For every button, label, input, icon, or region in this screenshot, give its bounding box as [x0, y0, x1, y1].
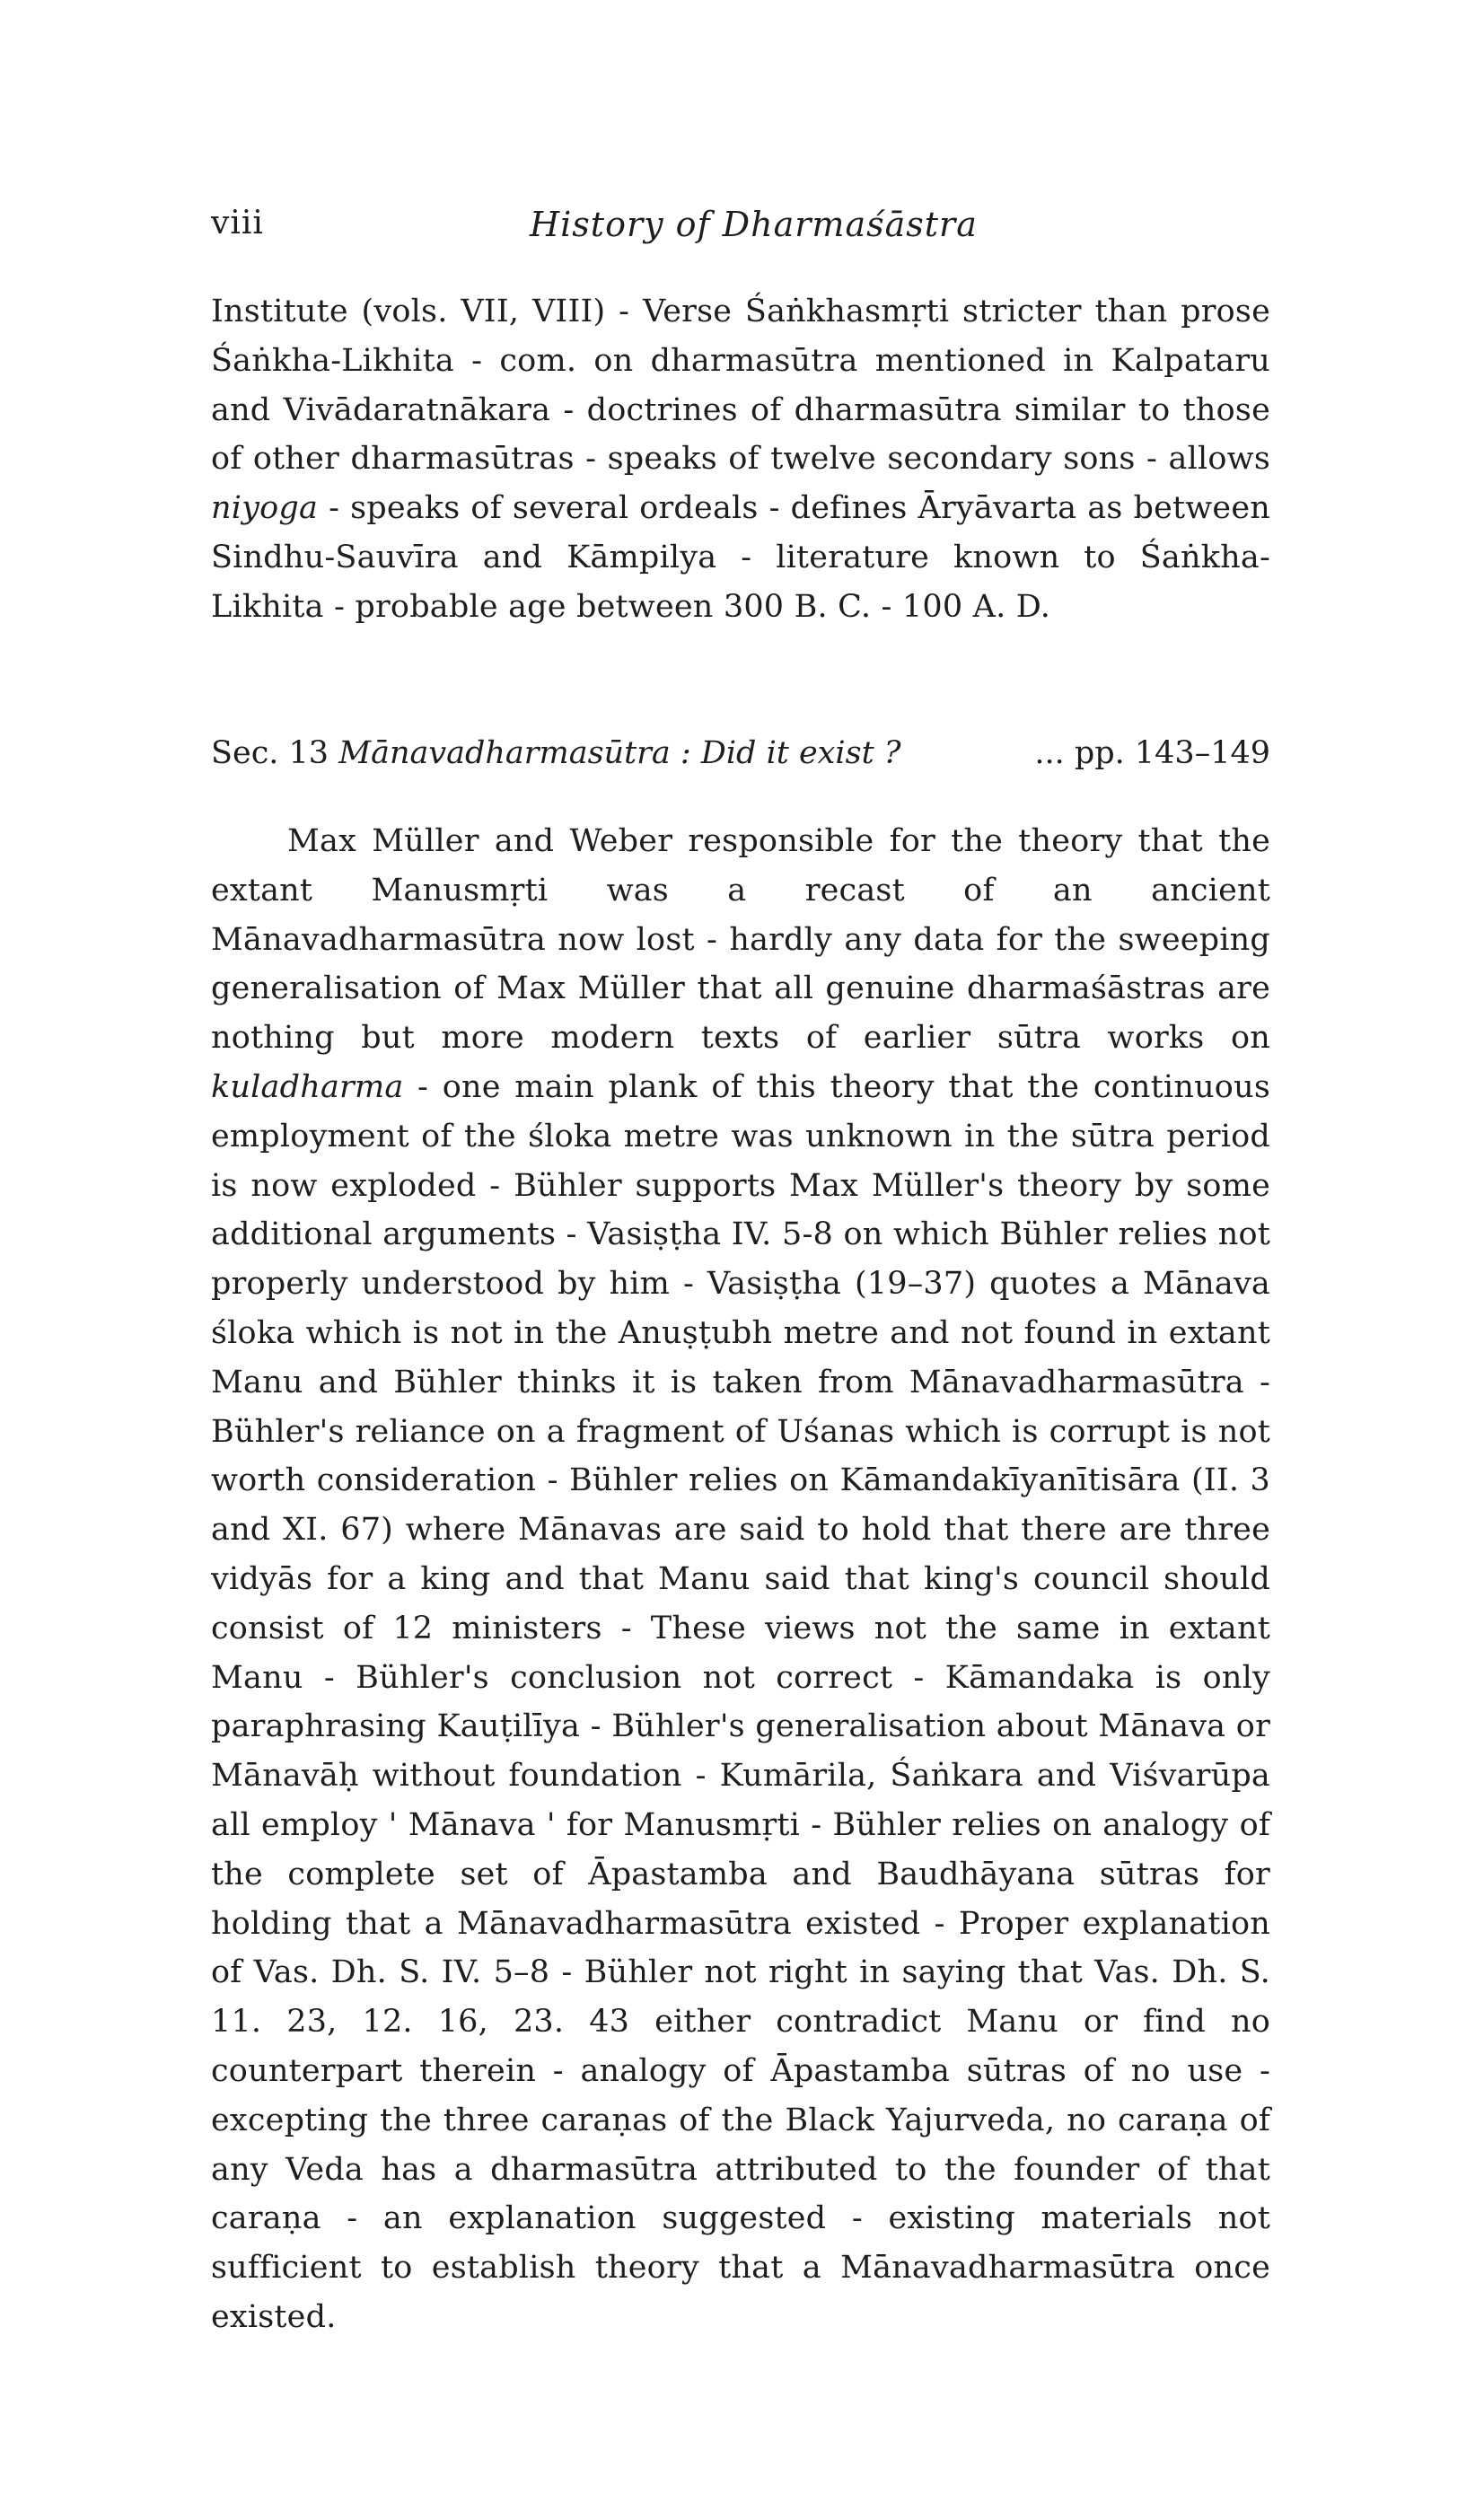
section-italic-term: kuladharma — [211, 1068, 404, 1105]
section-heading — [211, 729, 1270, 779]
section-title: Mānavadharmasūtra : Did it exist ? — [338, 735, 901, 771]
intro-text-start: Institute (vols. VII, VIII) - Verse Śaṅkhasmṛti stricter than prose Śaṅkha-Likhita - com. on dharmasūtra mentioned in Kalpataru and Vivādaratnākara - doctrines of dharmasūtra similar to those of other dharmasūtras - speaks of twelve secondary sons - allows — [211, 294, 1270, 478]
book-title: History of Dharmaśāstra — [530, 205, 978, 244]
section-paragraph — [211, 817, 1270, 2342]
section-text-end: - one main plank of this theory that the continuous employment of the śloka metre was unknown in the sūtra period is now exploded - Bühler supports Max Müller's theory by some additional arguments - Vasiṣṭha IV. 5-8 on which Bühler relies not properly understood by him - Vasiṣṭha (19–37) quotes a Mānava śloka which is not in the Anuṣṭubh metre and not found in extant Manu and Bühler thinks it is taken from Mānavadharmasūtra - Bühler's reliance on a fragment of Uśanas which is corrupt is not worth consideration - Bühler relies on Kāmandakīyanītisāra (II. 3 and XI. 67) where Mānavas are said to hold that there are three vidyās for a king and that Manu said that king's council should consist of 12 ministers - These views not the same in extant Manu - Bühler's conclusion not correct - Kāmandaka is only paraphrasing Kauṭilīya - Bühler's generalisation about Mānava or Mānavāḥ without foundation - Kumārila, Śaṅkara and Viśvarūpa all employ ' Mānava ' for Manusmṛti - Bühler relies on analogy of the complete set of Āpastamba and Baudhāyana sūtras for holding that a Mānavadharmasūtra existed - Proper explanation of Vas. Dh. S. IV. 5–8 - Bühler not right in saying that Vas. Dh. S. 11. 23, 12. 16, 23. 43 either contradict Manu or find no counterpart therein - analogy of Āpastamba sūtras of no use - excepting the three caraṇas of the Black Yajurveda, no caraṇa of any Veda has a dharmasūtra attributed to the founder of that caraṇa - an explanation suggested - existing materials not sufficient to establish theory that a Mānavadharmasūtra once existed. — [211, 1068, 1270, 2335]
intro-text-end: - speaks of several ordeals - defines Āryāvarta as between Sindhu-Sauvīra and Kāmpilya - literature known to Śaṅkha-Likhita - probable age between 300 B. C. - 100 A. D. — [211, 490, 1270, 625]
intro-paragraph — [211, 287, 1270, 632]
intro-italic-term: niyoga — [211, 490, 319, 527]
page-number: viii — [211, 205, 264, 241]
section-page-range: ... pp. 143–149 — [1034, 735, 1270, 771]
running-head — [211, 205, 1288, 259]
section-text-start: Max Müller and Weber responsible for the theory that the extant Manusmṛti was a recast of an ancient Mānavadharmasūtra now lost - hardly any data for the sweeping generalisation of Max Müller that all genuine dharmaśāstras are nothing but more modern texts of earlier sūtra works on — [211, 823, 1270, 1057]
section-label: Sec. 13 — [211, 735, 329, 771]
